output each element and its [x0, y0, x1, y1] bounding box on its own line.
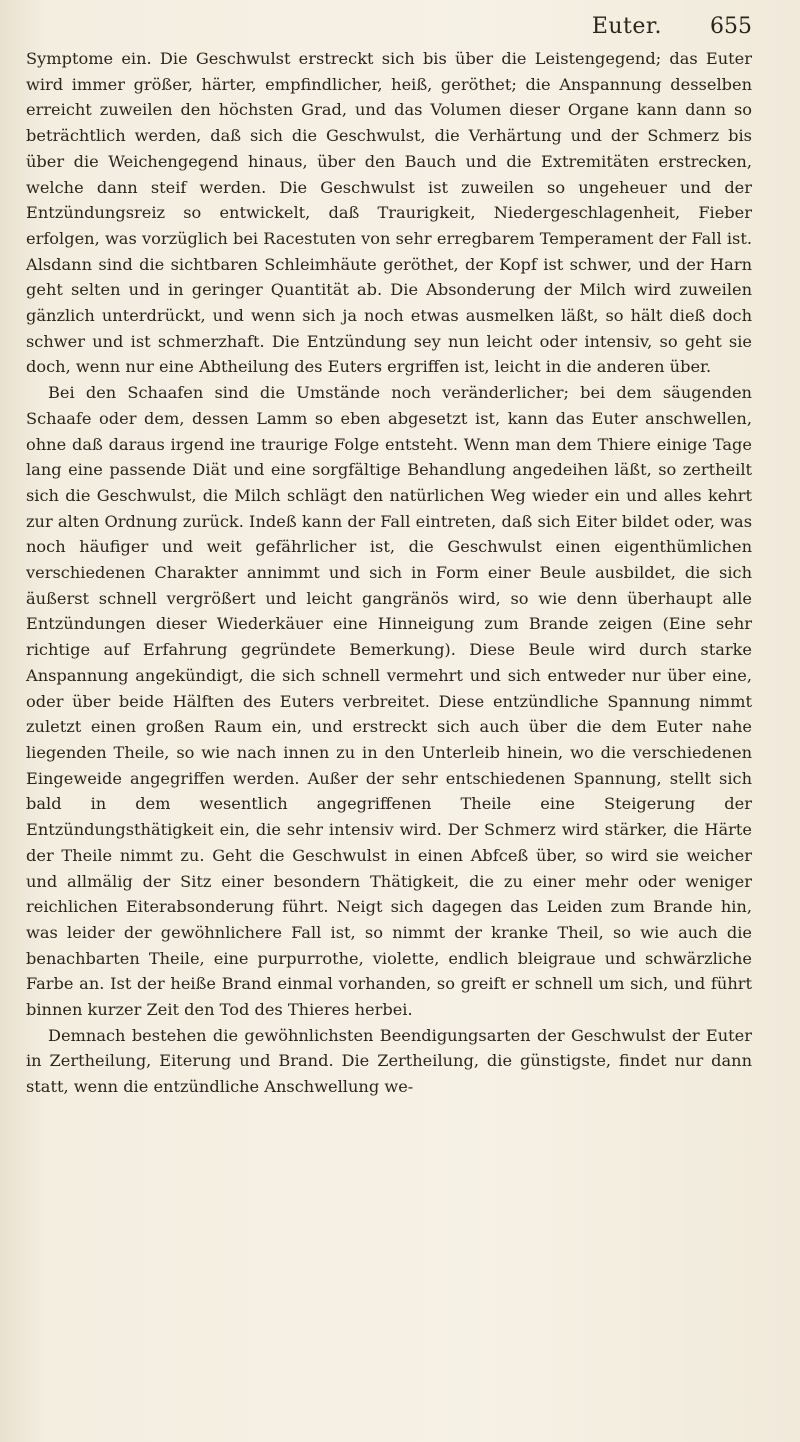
paragraph-2: Bei den Schaafen sind die Umstände noch veränderlicher; bei dem säugenden Schaafe oder dem, dessen Lamm so eben abgesetzt ist, kann das Euter anschwellen, ohne daß daraus irgend ine traurige Folge entsteht. Wenn man dem Thiere einige Tage lang eine passende Diät und eine sorgfältige Behandlung angedeihen läßt, so zertheilt sich die Geschwulst, die Milch schlägt den natürlichen Weg wieder ein und alles kehrt zur alten Ordnung zurück. Indeß kann der Fall eintreten, daß sich Eiter bildet oder, was noch häufiger und weit gefährlicher ist, die Geschwulst einen eigenthümlichen verschiedenen Charakter annimmt und sich in Form einer Beule ausbildet, die sich äußerst schnell vergrößert und leicht gangränös wird, so wie denn überhaupt alle Entzündungen dieser Wiederkäuer eine Hinneigung zum Brande zeigen (Eine sehr richtige auf Erfahrung gegründete Bemerkung). Diese Beule wird durch starke Anspannung angekündigt, die sich schnell vermehrt und sich entweder nur über eine, oder über beide Hälften des Euters verbreitet. Diese entzündliche Spannung nimmt zuletzt einen großen Raum ein, und erstreckt sich auch über die dem Euter nahe liegenden Theile, so wie nach innen zu in den Unterleib hinein, wo die verschiedenen Eingeweide angegriffen werden. Außer der sehr entschiedenen Spannung, stellt sich bald in dem wesentlich angegriffenen Theile eine Steigerung der Entzündungsthätigkeit ein, die sehr intensiv wird. Der Schmerz wird stärker, die Härte der Theile nimmt zu. Geht die Geschwulst in einen Abfceß über, so wird sie weicher und allmälig der Sitz einer besondern Thätigkeit, die zu einer mehr oder weniger reichlichen Eiterabsonderung führt. Neigt sich dagegen das Leiden zum Brande hin, was leider der gewöhnlichere Fall ist, so nimmt der kranke Theil, so wie auch die benachbarten Theile, eine purpurrothe, violette, endlich bleigraue und schwärzliche Farbe an. Ist der heiße Brand einmal vorhanden, so greift er schnell um sich, und führt binnen kurzer Zeit den Tod des Thieres herbei.	[26, 383, 752, 1020]
running-title: Euter.	[591, 14, 662, 39]
paragraph-3: Demnach bestehen die gewöhnlichsten Beendigungsarten der Geschwulst der Euter in Zertheilung, Eiterung und Brand. Die Zertheilung, die günstigste, findet nur dann statt, wenn die entzündliche Anschwellung we-	[26, 1025, 752, 1097]
paragraph-1: Symptome ein. Die Geschwulst erstreckt sich bis über die Leistengegend; das Euter wird immer größer, härter, empfindlicher, heiß, geröthet; die Anspannung desselben erreicht zuweilen den höchsten Grad, und das Volumen dieser Organe kann dann so beträchtlich werden, daß sich die Geschwulst, die Verhärtung und der Schmerz bis über die Weichengegend hinaus, über den Bauch und die Extremitäten erstrecken, welche dann steif werden. Die Geschwulst ist zuweilen so ungeheuer und der Entzündungsreiz so entwickelt, daß Traurigkeit, Niedergeschlagenheit, Fieber erfolgen, was vorzüglich bei Racestuten von sehr erregbarem Temperament der Fall ist. Alsdann sind die sichtbaren Schleimhäute geröthet, der Kopf ist schwer, und der Harn geht selten und in geringer Quantität ab. Die Absonderung der Milch wird zuweilen gänzlich unterdrückt, und wenn sich ja noch etwas ausmelken läßt, so hält dieß doch schwer und ist schmerzhaft. Die Entzündung sey nun leicht oder intensiv, so geht sie doch, wenn nur eine Abtheilung des Euters ergriffen ist, leicht in die anderen über.	[26, 49, 752, 377]
body-text	[26, 46, 752, 1100]
page-number: 655	[710, 14, 752, 39]
running-head	[26, 12, 752, 46]
